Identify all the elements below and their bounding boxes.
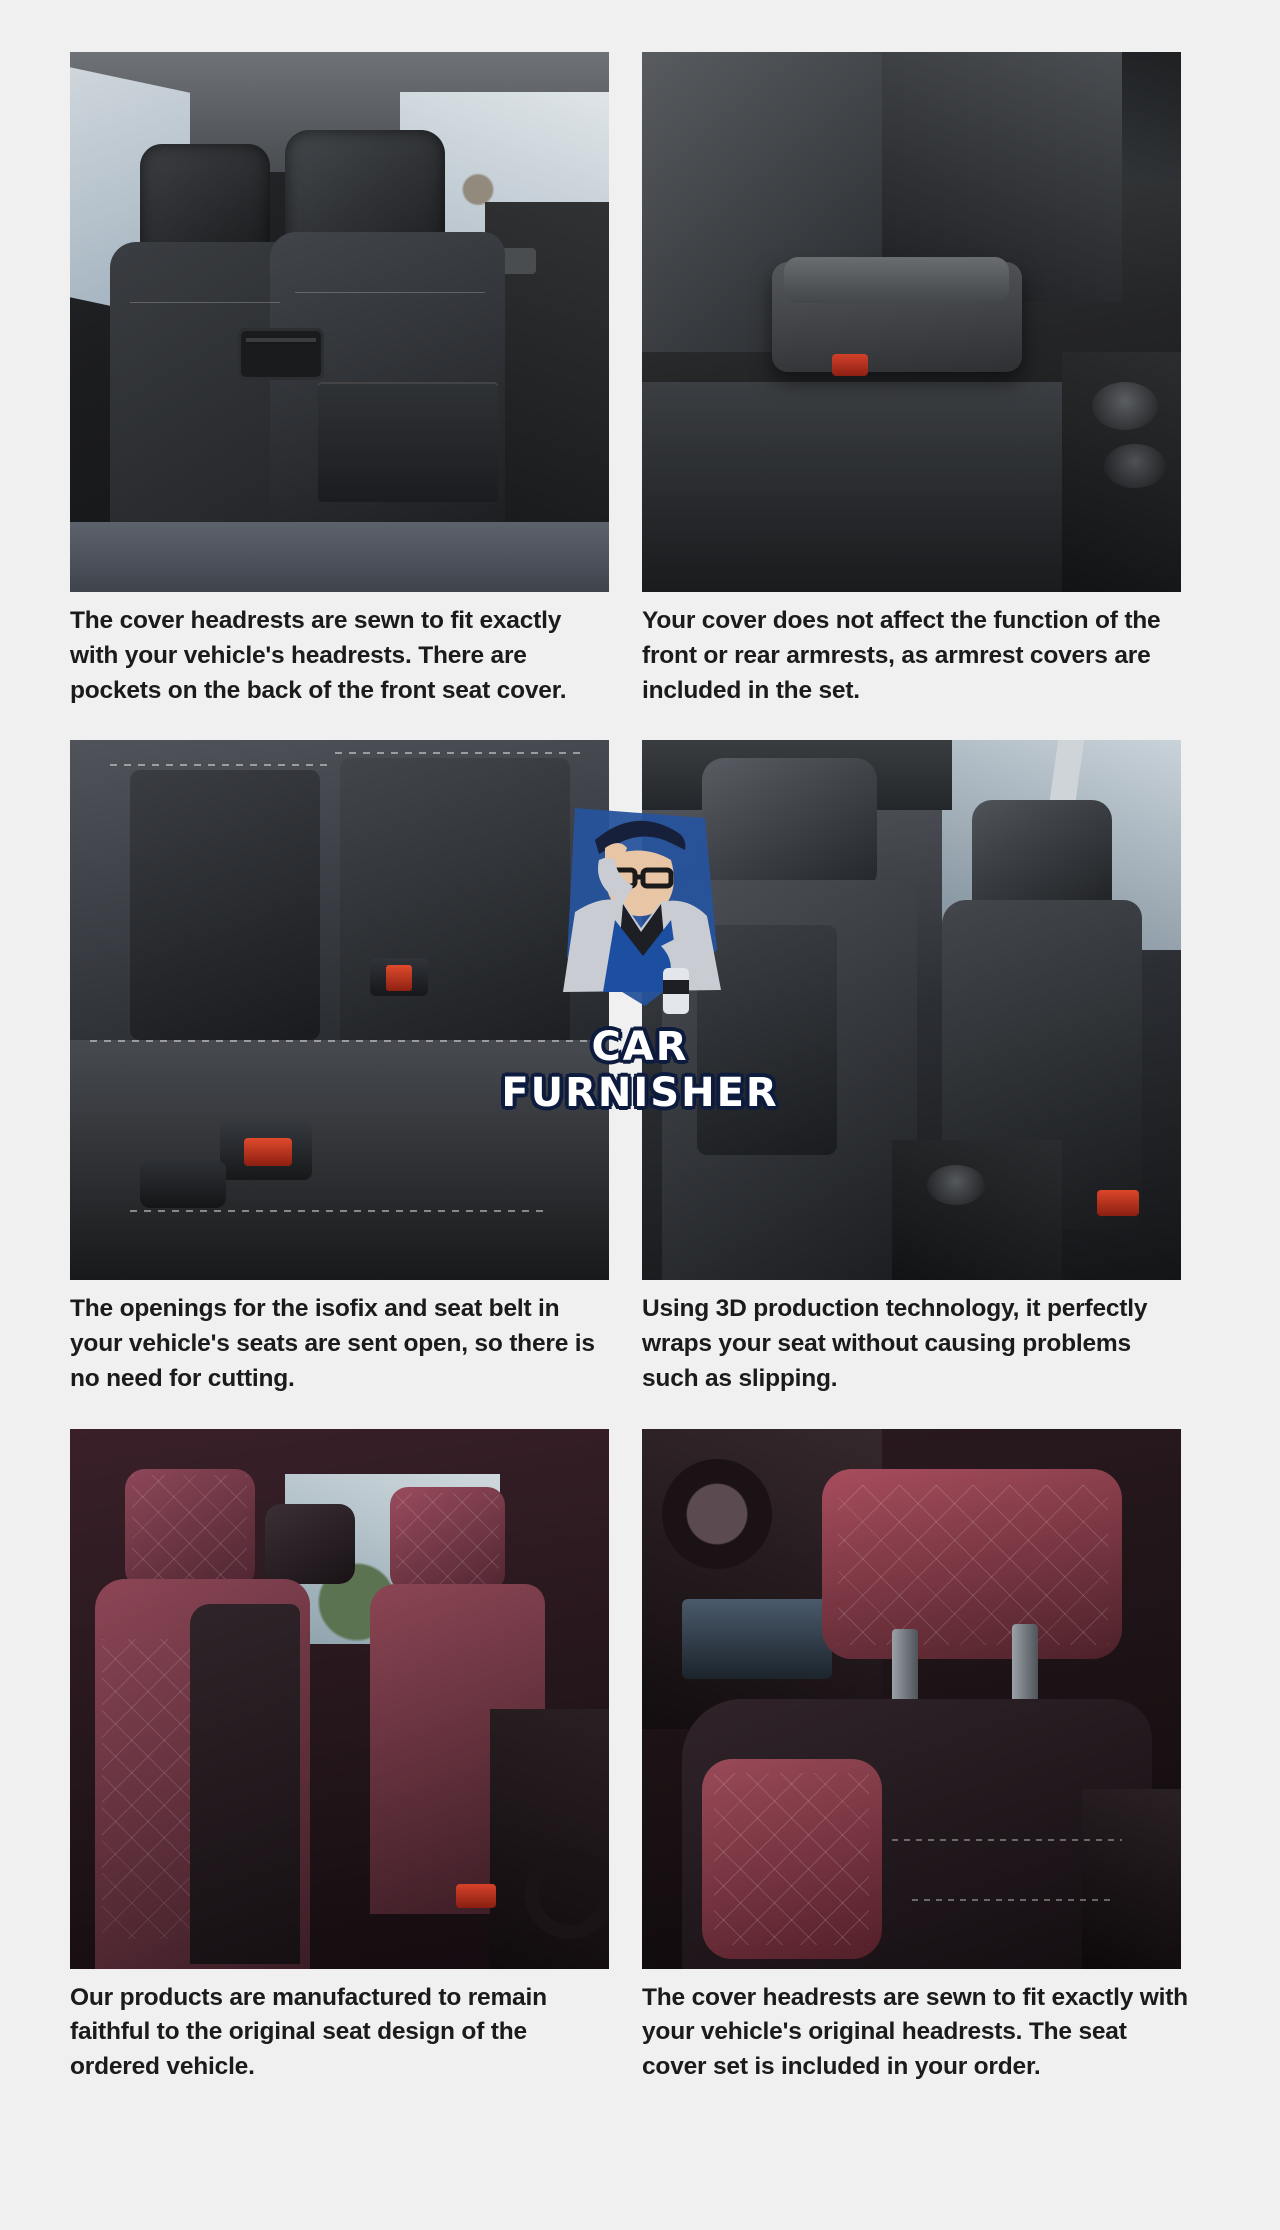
rear-bench-isofix-seatbelt-openings-photo[interactable] <box>70 740 609 1280</box>
list-item-caption: The cover headrests are sewn to fit exactly with your vehicle's original headrests. The seat cover set is included in your order. <box>642 1983 1188 2081</box>
list-item <box>70 1429 642 2085</box>
maroon-quilted-seats-interior-photo[interactable] <box>70 1429 609 1969</box>
list-item-caption: The openings for the isofix and seat belt in your vehicle's seats are sent open, so there is no need for cutting. <box>70 1295 595 1392</box>
list-item-caption: Our products are manufactured to remain faithful to the original seat design of the ordered vehicle. <box>70 1983 547 2081</box>
maroon-black-leather-headrest-close-up-photo[interactable] <box>642 1429 1181 1969</box>
list-item-caption: Using 3D production technology, it perfectly wraps your seat without causing problems such as slipping. <box>642 1295 1148 1392</box>
brand-watermark-text: CAR FURNISHER <box>501 1024 779 1116</box>
list-item <box>70 740 642 1396</box>
list-item <box>642 52 1214 708</box>
grey-front-seats-3d-fit-photo[interactable] <box>642 740 1181 1280</box>
list-item <box>642 740 1214 1396</box>
list-item-caption: Your cover does not affect the function of the front or rear armrests, as armrest covers are included in the set. <box>642 607 1161 704</box>
list-item <box>642 1429 1214 2085</box>
list-item-caption: The cover headrests are sewn to fit exactly with your vehicle's headrests. There are pockets on the back of the front seat cover. <box>70 607 567 704</box>
black-leather-front-seats-headrests-photo[interactable] <box>70 52 609 592</box>
list-item <box>70 52 642 708</box>
front-armrest-close-up-photo[interactable] <box>642 52 1181 592</box>
feature-grid <box>70 52 1215 2117</box>
